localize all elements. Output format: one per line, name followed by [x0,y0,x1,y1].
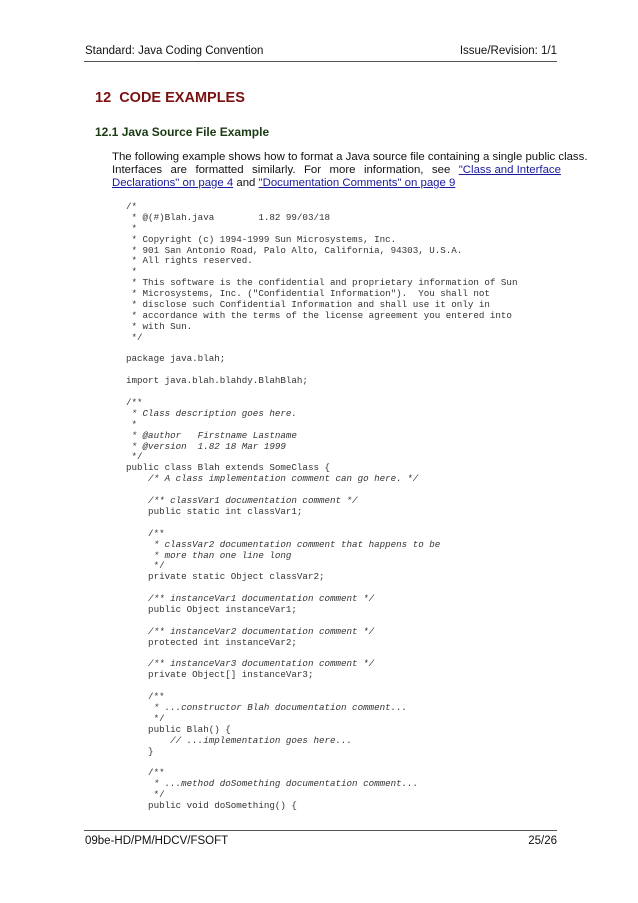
intro-line-2 [112,164,561,177]
code-line: import java.blah.blahdy.BlahBlah; [126,375,308,387]
code-line: // ...implementation goes here... [126,734,353,746]
class-interface-declarations-link-cont[interactable]: Declarations" on page 4 [112,177,234,189]
intro-word: similarly. [252,164,296,176]
code-line [126,518,517,529]
code-line: * with Sun. [126,320,193,332]
footer-document-code: 09be-HD/PM/HDCV/FSOFT [85,835,229,847]
section-heading [95,90,245,106]
code-line: /** [126,691,165,703]
intro-word: see [431,164,451,176]
intro-word: information, [363,164,424,176]
intro-paragraph [112,151,588,190]
intro-line-1: The following example shows how to format a Java source file containing a single public class. [112,151,588,163]
code-line: private static Object classVar2; [126,571,325,583]
intro-word: Interfaces [112,164,163,176]
code-line: /** instanceVar1 documentation comment */ [126,593,375,605]
code-line: public static int classVar1; [126,505,303,517]
intro-word: formatted [195,164,244,176]
intro-line-3 [112,177,561,190]
code-line: * [126,418,138,430]
code-line [126,681,517,692]
code-line: */ [126,712,165,724]
code-line: * classVar2 documentation comment that happens to be [126,538,441,550]
code-line: * @version 1.82 18 Mar 1999 [126,440,286,452]
code-line: * Copyright (c) 1994-1999 Sun Microsystems, Inc. [126,233,397,245]
code-line: */ [126,560,165,572]
subsection-number: 12.1 [95,125,119,139]
code-line [126,387,517,398]
code-line: * ...method doSomething documentation comment... [126,778,419,790]
subsection-heading [95,125,269,139]
documentation-comments-link[interactable]: "Documentation Comments" on page 9 [258,177,456,189]
code-line: /** [126,767,165,779]
page-header [84,44,557,62]
code-line: /** [126,527,165,539]
code-line [126,757,517,768]
code-line: * ...constructor Blah documentation comment... [126,701,408,713]
code-line: * Microsystems, Inc. ("Confidential Information"). You shall not [126,288,490,300]
code-line: * accordance with the terms of the license agreement you entered into [126,309,512,321]
code-line: protected int instanceVar2; [126,636,297,648]
class-interface-declarations-link[interactable]: "Class and Interface [458,164,561,176]
header-document-title: Standard: Java Coding Convention [85,45,264,57]
page-footer [84,830,557,851]
footer-page-number: 25/26 [528,835,557,847]
code-line: * [126,266,138,278]
code-line: * 901 San Antonio Road, Palo Alto, California, 94303, U.S.A. [126,244,463,256]
code-line: /** classVar1 documentation comment */ [126,495,358,507]
code-line: * All rights reserved. [126,255,253,267]
java-code-block [126,202,517,812]
code-line: * more than one line long [126,549,292,561]
code-line: /* A class implementation comment can go here. */ [126,473,419,485]
code-line: /* [126,201,138,212]
code-line: package java.blah; [126,353,226,365]
code-line: * Class description goes here. [126,407,297,419]
code-line: */ [126,451,143,463]
section-title: CODE EXAMPLES [119,90,245,106]
code-line: */ [126,789,165,801]
header-issue-revision: Issue/Revision: 1/1 [459,45,557,57]
intro-and: and [233,177,259,189]
intro-word: more [329,164,356,176]
code-line: public class Blah extends SomeClass { [126,462,330,474]
code-line: public void doSomething() { [126,799,297,811]
code-line: public Blah() { [126,723,231,735]
code-line: * @(#)Blah.java 1.82 99/03/18 [126,211,330,223]
code-line: /** [126,397,143,409]
code-line: * @author Firstname Lastname [126,429,297,441]
code-line: /** instanceVar3 documentation comment */ [126,658,375,670]
code-line: /** instanceVar2 documentation comment */ [126,625,375,637]
code-line: private Object[] instanceVar3; [126,669,314,681]
intro-word: For [303,164,322,176]
code-line: public Object instanceVar1; [126,603,297,615]
code-line: * This software is the confidential and proprietary information of Sun [126,277,518,289]
subsection-title: Java Source File Example [121,125,270,139]
code-line: } [126,745,154,757]
code-line: */ [126,331,143,343]
code-line: * [126,222,138,234]
code-line: * disclose such Confidential Information and shall use it only in [126,299,490,311]
intro-word: are [170,164,187,176]
section-number: 12 [95,90,112,106]
